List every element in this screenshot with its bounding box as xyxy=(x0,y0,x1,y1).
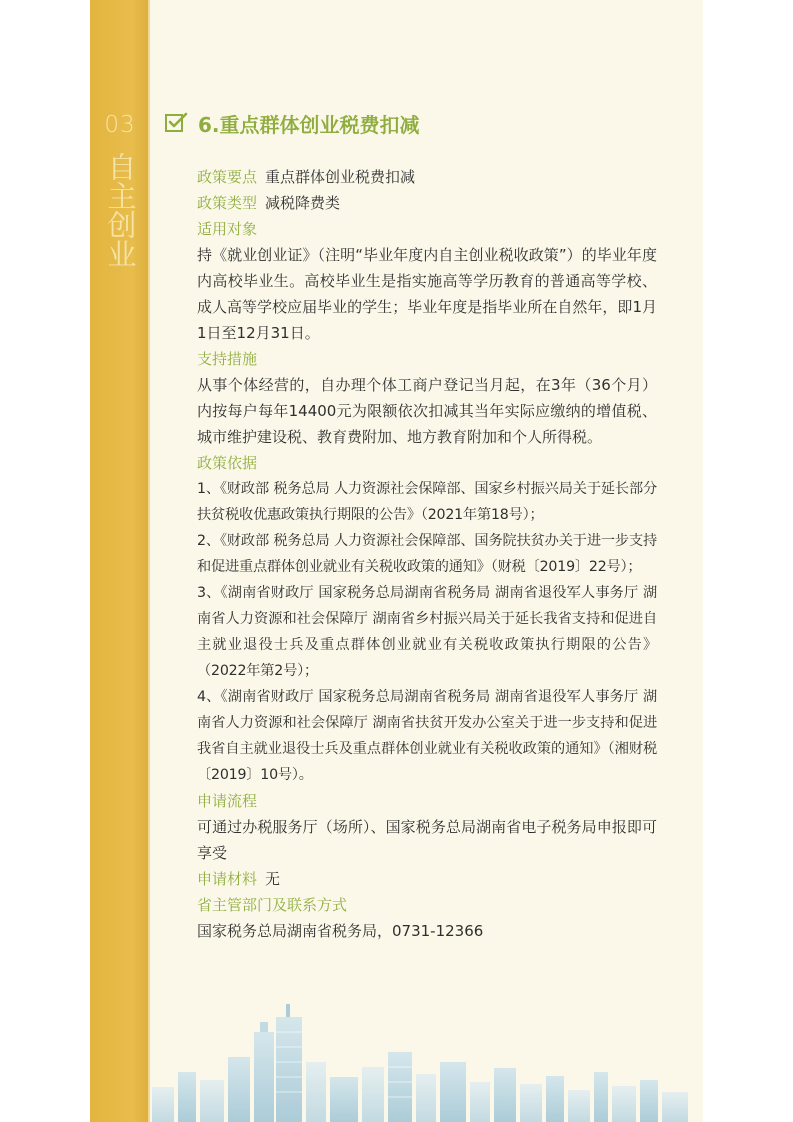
process-heading: 申请流程 xyxy=(197,792,258,810)
document-page xyxy=(90,0,703,1122)
basis-item: 1、《财政部 税务总局 人力资源社会保障部、国家乡村振兴局关于延长部分扶贫税收优惠政策执行期限的公告》（2021年第18号）； xyxy=(197,481,657,523)
chapter-sidebar xyxy=(90,0,150,1122)
policy-points-row xyxy=(197,164,657,190)
materials-label: 申请材料 xyxy=(197,870,258,888)
chapter-title xyxy=(90,152,150,268)
policy-content xyxy=(197,164,657,944)
city-skyline-illustration xyxy=(90,1002,703,1122)
basis-item: 4、《湖南省财政厅 国家税务总局湖南省税务局 湖南省退役军人事务厅 湖南省人力资源和社会保障厅 湖南省扶贫开发办公室关于进一步支持和促进我省自主就业退役士兵及重点群体创业就业有关税收政策的通知》（湘财税〔2019〕10号）。 xyxy=(197,689,657,783)
contact-text: 国家税务总局湖南省税务局，0731-12366 xyxy=(197,922,484,940)
support-heading: 支持措施 xyxy=(197,350,258,368)
section-title: 6.重点群体创业税费扣减 xyxy=(198,112,420,137)
target-text: 持《就业创业证》（注明“毕业年度内自主创业税收政策”）的毕业年度内高校毕业生。高校毕业生是指实施高等学历教育的普通高等学校、成人高等学校应届毕业的学生；毕业年度是指毕业所在自然年，即1月1日至12月31日。 xyxy=(197,246,657,342)
target-heading: 适用对象 xyxy=(197,220,258,238)
basis-item: 3、《湖南省财政厅 国家税务总局湖南省税务局 湖南省退役军人事务厅 湖南省人力资源和社会保障厅 湖南省乡村振兴局关于延长我省支持和促进自主就业退役士兵及重点群体创业就业有关税收政策执行期限的公告》（2022年第2号）； xyxy=(197,585,657,679)
materials-value: 无 xyxy=(265,870,281,888)
policy-type-label: 政策类型 xyxy=(197,194,258,212)
policy-points-value: 重点群体创业税费扣减 xyxy=(265,168,416,186)
policy-type-row xyxy=(197,190,657,216)
section-heading xyxy=(164,109,420,137)
materials-row xyxy=(197,866,657,892)
basis-item: 2、《财政部 税务总局 人力资源社会保障部、国务院扶贫办关于进一步支持和促进重点群体创业就业有关税收政策的通知》（财税〔2019〕22号）； xyxy=(197,533,657,575)
policy-points-label: 政策要点 xyxy=(197,168,258,186)
contact-heading: 省主管部门及联系方式 xyxy=(197,896,348,914)
policy-type-value: 减税降费类 xyxy=(265,194,341,212)
support-text: 从事个体经营的，自办理个体工商户登记当月起，在3年（36个月）内按每户每年14400元为限额依次扣减其当年实际应缴纳的增值税、城市维护建设税、教育费附加、地方教育附加和个人所得税。 xyxy=(197,376,657,446)
checkbox-check-icon xyxy=(164,111,188,135)
chapter-title-text: 自主创业 xyxy=(103,152,138,268)
basis-heading: 政策依据 xyxy=(197,454,258,472)
chapter-number: 03 xyxy=(104,112,136,138)
process-text: 可通过办税服务厅（场所）、国家税务总局湖南省电子税务局申报即可享受 xyxy=(197,818,657,862)
